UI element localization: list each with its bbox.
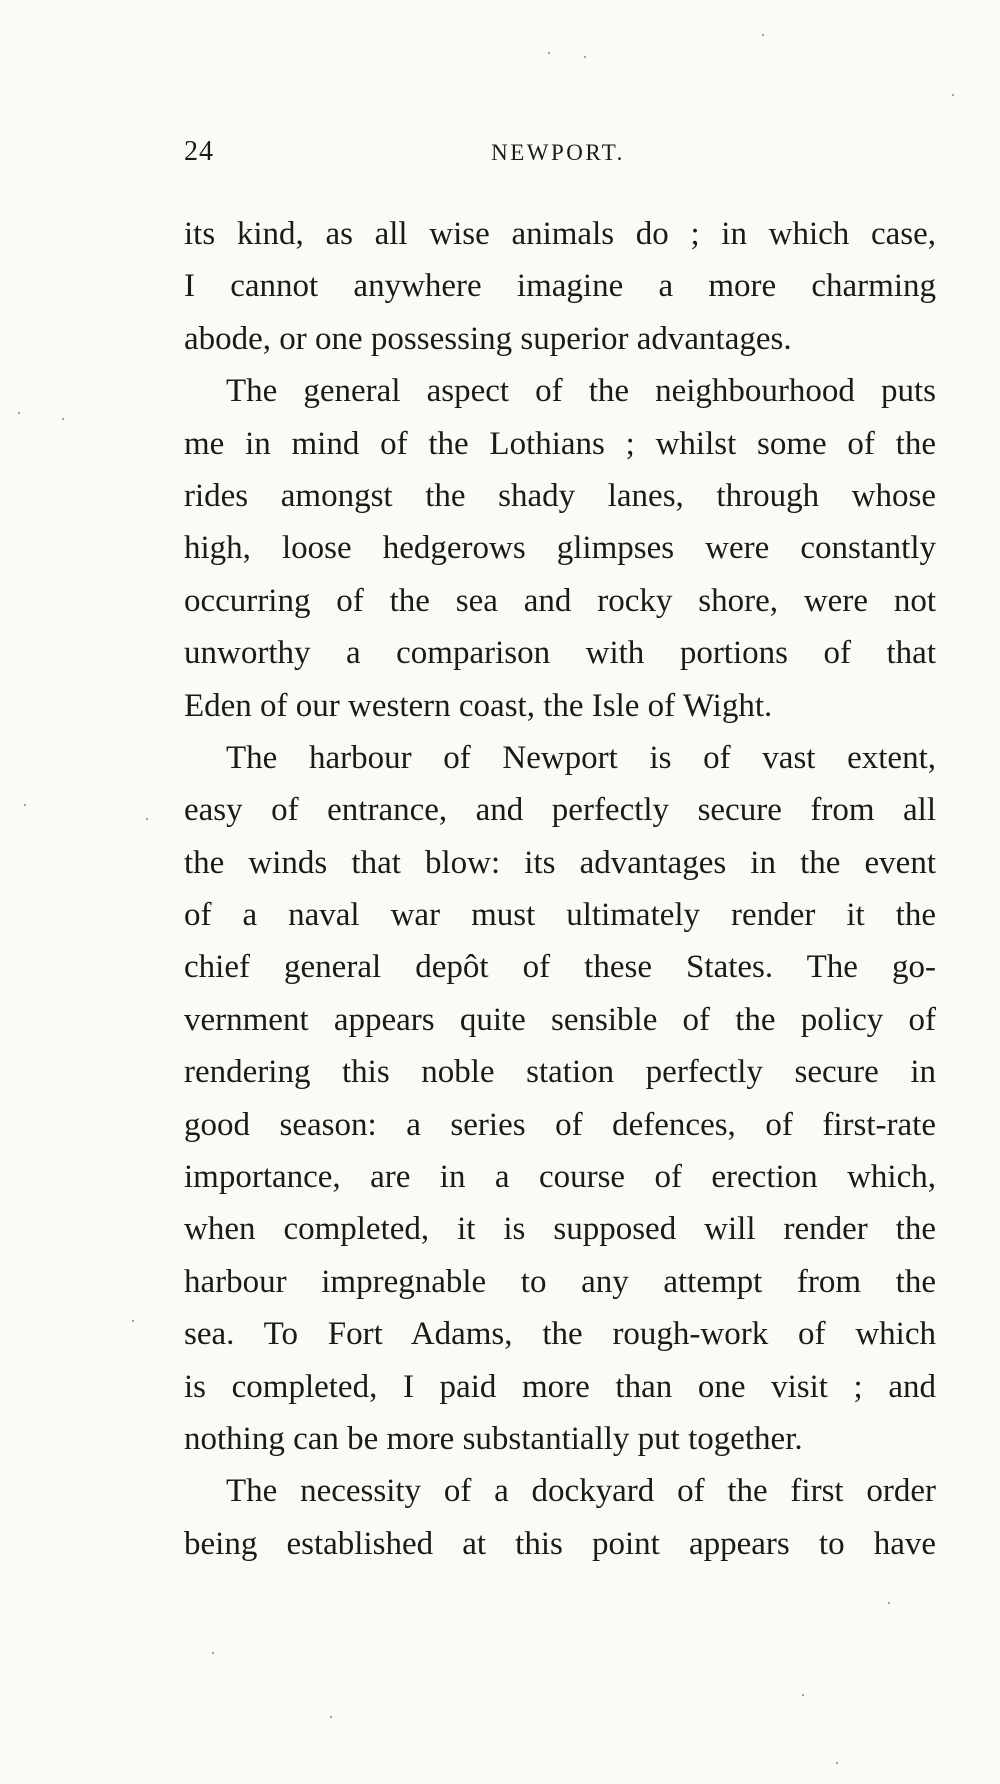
paper-speck [888, 1602, 890, 1604]
text-line: chief general depôt of these States. The go- [184, 949, 936, 986]
text-line: rides amongst the shady lanes, through whose [184, 477, 936, 514]
text-line: abode, or one possessing superior advantages. [184, 320, 792, 357]
text-line: is completed, I paid more than one visit ; and [184, 1368, 936, 1405]
body-text [184, 208, 936, 1570]
text-line: when completed, it is supposed will render the [184, 1211, 936, 1248]
page-number: 24 [184, 136, 214, 167]
paper-speck [132, 1320, 134, 1322]
paper-speck [952, 94, 954, 96]
paper-speck [762, 34, 764, 36]
text-line: The harbour of Newport is of vast extent, [226, 739, 936, 776]
paper-speck [330, 1716, 332, 1718]
text-line: easy of entrance, and perfectly secure from all [184, 792, 936, 829]
text-line: rendering this noble station perfectly secure in [184, 1054, 936, 1091]
text-line: the winds that blow: its advantages in the event [184, 844, 936, 881]
paper-speck [548, 52, 550, 54]
paper-speck [146, 818, 148, 820]
text-line: unworthy a comparison with portions of that [184, 635, 936, 672]
running-head: NEWPORT. [491, 140, 625, 165]
text-line: occurring of the sea and rocky shore, were not [184, 582, 936, 619]
text-line: harbour impregnable to any attempt from the [184, 1263, 936, 1300]
text-line: me in mind of the Lothians ; whilst some of the [184, 425, 936, 462]
paper-speck [802, 1694, 804, 1696]
paper-speck [24, 804, 26, 806]
text-line: The necessity of a dockyard of the first order [226, 1473, 936, 1510]
paper-speck [212, 1652, 214, 1654]
text-line: nothing can be more substantially put together. [184, 1420, 803, 1457]
text-line: of a naval war must ultimately render it the [184, 897, 936, 934]
text-line: high, loose hedgerows glimpses were constantly [184, 530, 936, 567]
paper-speck [584, 56, 586, 58]
text-line: Eden of our western coast, the Isle of Wight. [184, 687, 773, 724]
text-line: importance, are in a course of erection which, [184, 1159, 936, 1196]
paper-speck [18, 412, 20, 414]
text-line: being established at this point appears to have [184, 1525, 936, 1562]
page-header [184, 136, 932, 176]
paper-speck [836, 1762, 838, 1764]
text-line: sea. To Fort Adams, the rough-work of which [184, 1316, 936, 1353]
text-line: I cannot anywhere imagine a more charming [184, 268, 936, 305]
text-line: its kind, as all wise animals do ; in which case, [184, 216, 936, 252]
text-line: vernment appears quite sensible of the policy of [184, 1001, 936, 1038]
paper-speck [62, 418, 64, 420]
text-line: good season: a series of defences, of first-rate [184, 1106, 936, 1143]
text-line: The general aspect of the neighbourhood puts [226, 373, 936, 410]
